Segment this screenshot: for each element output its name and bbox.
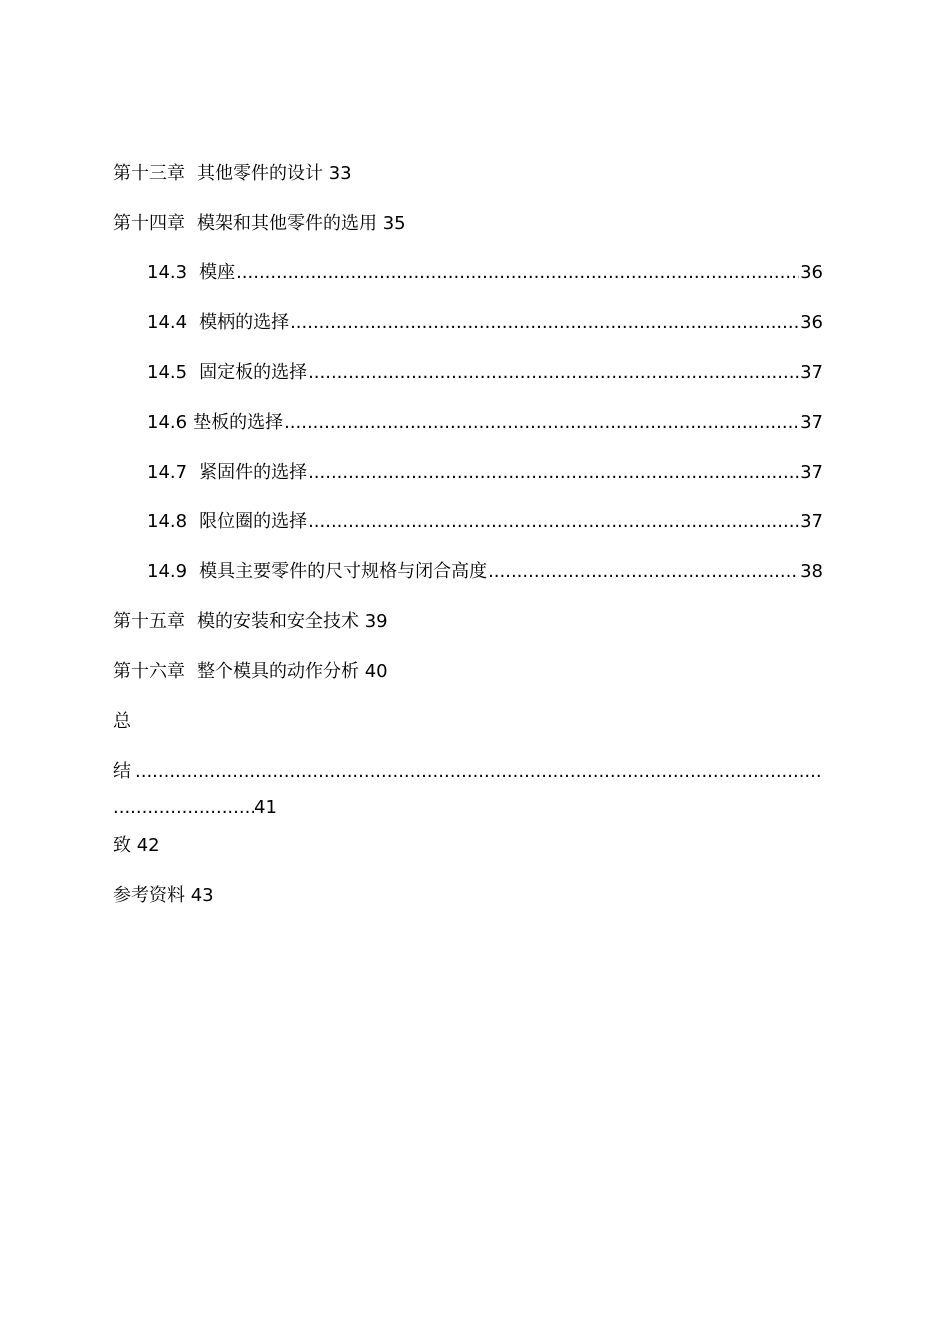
page-number: 39 xyxy=(364,611,388,632)
summary-char-1: 总 xyxy=(113,711,131,732)
chapter-title: 模架和其他零件的选用 xyxy=(197,213,377,234)
chapter-label: 第十三章 xyxy=(113,163,185,184)
section-number: 14.6 xyxy=(147,412,188,433)
section-number: 14.9 xyxy=(147,561,188,582)
thanks-title: 致 xyxy=(113,835,131,856)
dot-leader xyxy=(236,261,799,285)
dot-leader xyxy=(308,461,799,485)
dot-leader xyxy=(290,311,799,335)
page-number: 37 xyxy=(800,362,823,383)
toc-summary-page-line xyxy=(113,796,277,820)
dot-leader xyxy=(488,560,799,584)
section-title: 模座 xyxy=(199,262,236,283)
chapter-label: 第十六章 xyxy=(113,661,185,682)
toc-section-14-9[interactable] xyxy=(147,560,823,584)
toc-thanks[interactable] xyxy=(113,834,160,858)
page-number: 36 xyxy=(800,312,823,333)
toc-section-14-5[interactable] xyxy=(147,361,823,385)
page-number: 37 xyxy=(800,462,823,483)
section-title: 垫板的选择 xyxy=(193,412,284,433)
toc-chapter-15[interactable] xyxy=(113,610,388,634)
chapter-title: 模的安装和安全技术 xyxy=(197,611,359,632)
toc-chapter-13[interactable] xyxy=(113,162,352,186)
toc-references[interactable] xyxy=(113,884,214,908)
page-number: 41 xyxy=(254,797,277,818)
page-number: 42 xyxy=(136,835,160,856)
section-title: 模柄的选择 xyxy=(199,312,290,333)
chapter-label: 第十五章 xyxy=(113,611,185,632)
dot-leader xyxy=(308,361,799,385)
page-number: 33 xyxy=(328,163,352,184)
toc-section-14-3[interactable] xyxy=(147,261,823,285)
section-title: 固定板的选择 xyxy=(199,362,308,383)
section-title: 模具主要零件的尺寸规格与闭合高度 xyxy=(199,561,488,582)
section-number: 14.4 xyxy=(147,312,188,333)
section-title: 限位圈的选择 xyxy=(199,511,308,532)
page-number: 35 xyxy=(382,213,406,234)
section-number: 14.5 xyxy=(147,362,188,383)
chapter-label: 第十四章 xyxy=(113,213,185,234)
toc-section-14-4[interactable] xyxy=(147,311,823,335)
chapter-title: 其他零件的设计 xyxy=(197,163,323,184)
summary-char-2: 结 xyxy=(113,761,131,782)
toc-section-14-7[interactable] xyxy=(147,461,823,485)
section-number: 14.7 xyxy=(147,462,188,483)
dot-leader xyxy=(113,796,254,820)
toc-chapter-14[interactable] xyxy=(113,212,406,236)
toc-section-14-6[interactable] xyxy=(147,411,823,435)
toc-summary-line2[interactable] xyxy=(113,760,131,784)
page-number: 40 xyxy=(364,661,388,682)
page-number: 37 xyxy=(800,511,823,532)
dot-leader xyxy=(135,760,823,784)
dot-leader xyxy=(308,510,799,534)
toc-chapter-16[interactable] xyxy=(113,660,388,684)
section-title: 紧固件的选择 xyxy=(199,462,308,483)
section-number: 14.8 xyxy=(147,511,188,532)
toc-section-14-8[interactable] xyxy=(147,510,823,534)
page-number: 43 xyxy=(190,885,214,906)
section-number: 14.3 xyxy=(147,262,188,283)
page-number: 36 xyxy=(800,262,823,283)
chapter-title: 整个模具的动作分析 xyxy=(197,661,359,682)
page-number: 37 xyxy=(800,412,823,433)
page-number: 38 xyxy=(800,561,823,582)
references-title: 参考资料 xyxy=(113,885,185,906)
toc-summary-line1[interactable] xyxy=(113,710,131,734)
dot-leader xyxy=(284,411,799,435)
